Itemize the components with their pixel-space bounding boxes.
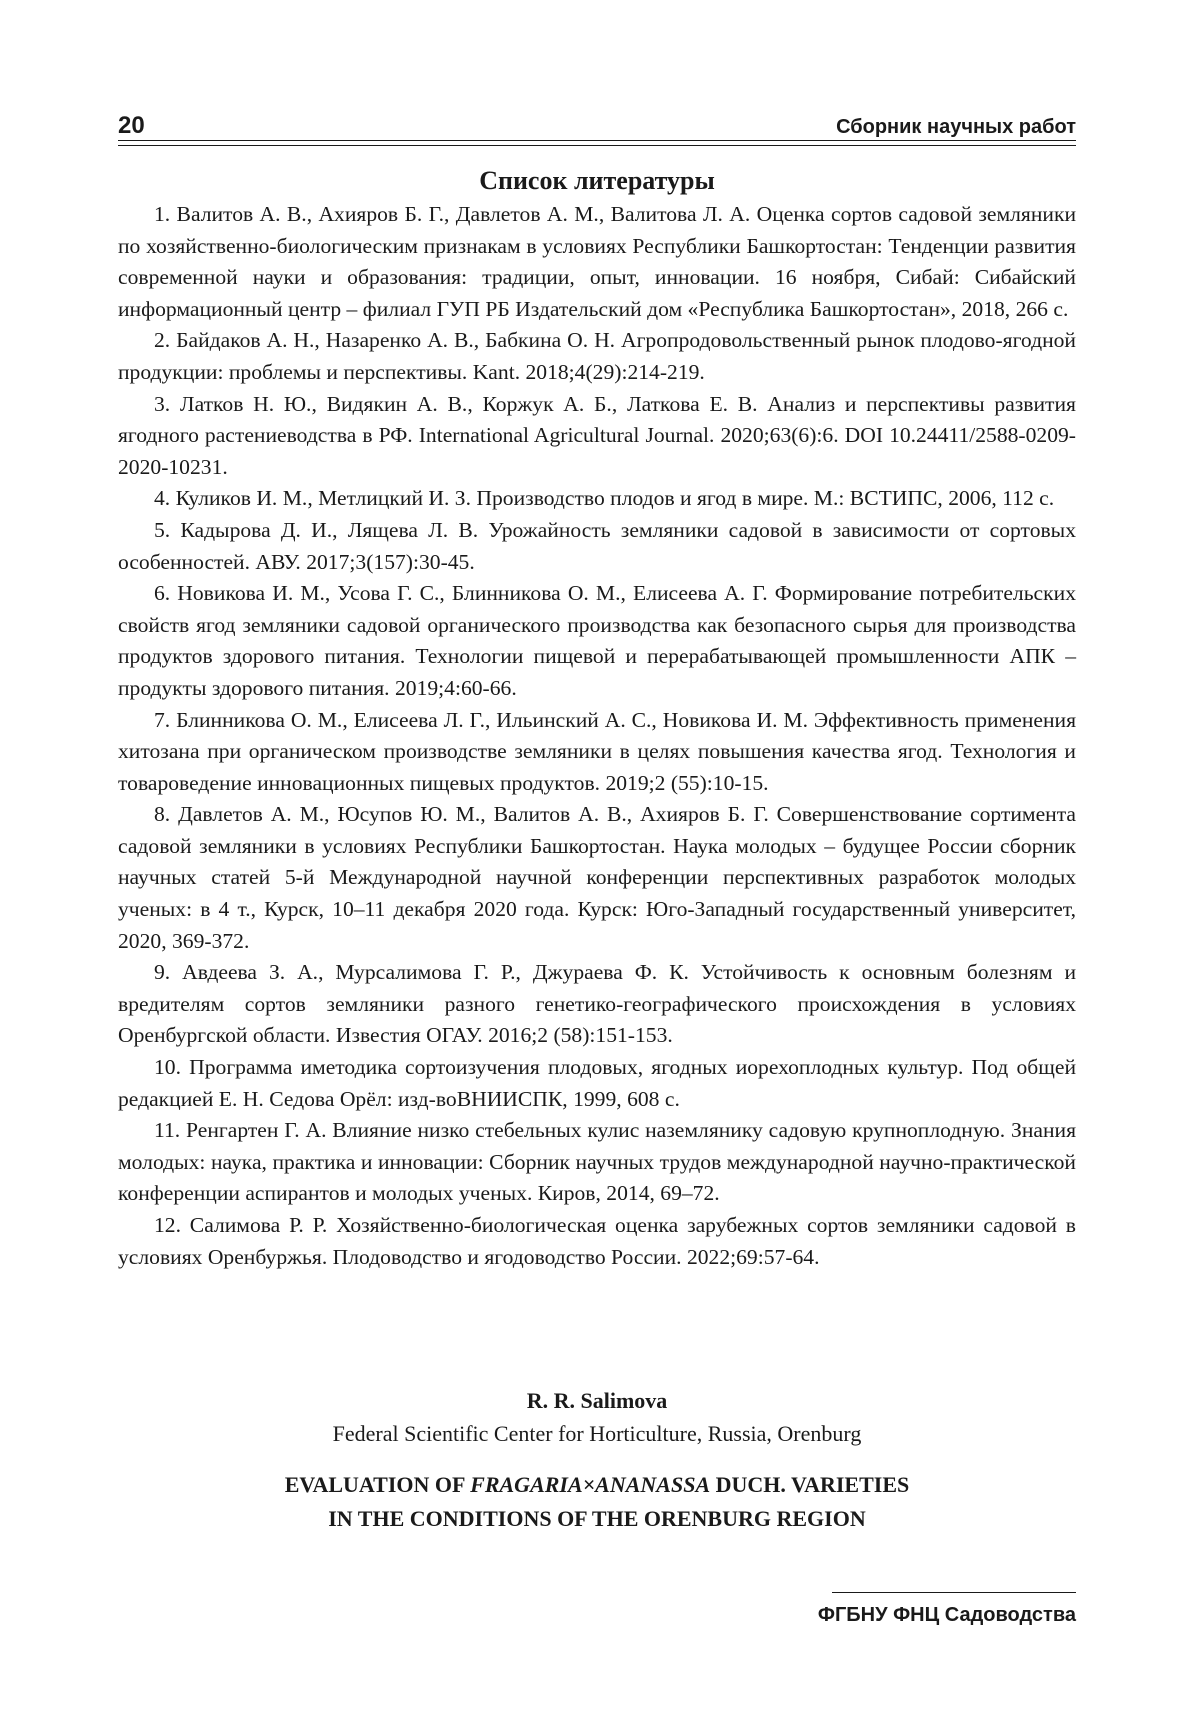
- reference-item: 1. Валитов А. В., Ахияров Б. Г., Давлетов А. М., Валитова Л. А. Оценка сортов садовой земляники по хозяйственно-биологическим признакам в условиях Республики Башкортостан: Тенденции развития современной науки и образования: традиции, опыт, инновации. 16 ноября, Сибай: Сибайский информационный центр – филиал ГУП РБ Издательский дом «Республика Башкортостан», 2018, 266 с.: [118, 202, 1076, 321]
- title-line-2: IN THE CONDITIONS OF THE ORENBURG REGION: [328, 1506, 866, 1531]
- footer-rule: [832, 1592, 1076, 1593]
- title-part-2: DUCH. VARIETIES: [710, 1472, 910, 1497]
- title-part-1: EVALUATION OF: [284, 1472, 471, 1497]
- reference-item: 5. Кадырова Д. И., Лящева Л. В. Урожайность земляники садовой в зависимости от сортовых особенностей. АВУ. 2017;3(157):30-45.: [118, 517, 1076, 574]
- reference-item: 4. Куликов И. М., Метлицкий И. З. Производство плодов и ягод в мире. М.: ВСТИПС, 2006, 112 с.: [154, 486, 1055, 511]
- reference-item: 8. Давлетов А. М., Юсупов Ю. М., Валитов А. В., Ахияров Б. Г. Совершенствование сортимента садовой земляники в условиях Республики Башкортостан. Наука молодых – будущее России сборник научных статей 5-й Международной научной конференции перспективных разработок молодых ученых: в 4 т., Курск, 10–11 декабря 2020 года. Курск: Юго-Западный государственный университет, 2020, 369-372.: [118, 802, 1076, 953]
- english-article-title: [118, 1468, 1076, 1536]
- reference-item: 10. Программа иметодика сортоизучения плодовых, ягодных иорехоплодных культур. Под общей редакцией Е. Н. Седова Орёл: изд-воВНИИСПК, 1999, 608 с.: [118, 1055, 1076, 1111]
- page-header: [118, 112, 1076, 142]
- reference-item: 6. Новикова И. М., Усова Г. С., Блинникова О. М., Елисеева А. Г. Формирование потребительских свойств ягод земляники садовой органического производства как безопасного сырья для производства продуктов здорового питания. Технологии пищевой и перерабатывающей промышленности АПК – продукты здорового питания. 2019;4:60-66.: [118, 581, 1076, 700]
- reference-list: [118, 199, 1076, 1273]
- author-block: [118, 1385, 1076, 1451]
- reference-item: 12. Салимова Р. Р. Хозяйственно-биологическая оценка зарубежных сортов земляники садовой в условиях Оренбуржья. Плодоводство и ягодоводство России. 2022;69:57-64.: [118, 1213, 1076, 1269]
- author-name: R. R. Salimova: [526, 1388, 668, 1413]
- reference-item: 9. Авдеева З. А., Мурсалимова Г. Р., Джураева Ф. К. Устойчивость к основным болезням и вредителям сортов земляники разного генетико-географического происхождения в условиях Оренбургской области. Известия ОГАУ. 2016;2 (58):151-153.: [118, 960, 1076, 1048]
- footer-publisher: ФГБНУ ФНЦ Садоводства: [817, 1604, 1076, 1626]
- reference-item: 11. Ренгартен Г. А. Влияние низко стебельных кулис наземлянику садовую крупноплодную. Знания молодых: наука, практика и инновации: Сборник научных трудов международной научно-практической конференции аспирантов и молодых ученых. Киров, 2014, 69–72.: [118, 1118, 1076, 1206]
- title-line-1: [118, 1468, 1076, 1502]
- header-rule-top: [118, 140, 1076, 141]
- references-section: [118, 163, 1076, 1273]
- title-species: FRAGARIA×ANANASSA: [470, 1472, 711, 1497]
- header-rule-bottom: [118, 145, 1076, 146]
- references-heading: Список литературы: [479, 166, 715, 195]
- page-number: 20: [118, 112, 145, 139]
- reference-item: 7. Блинникова О. М., Елисеева Л. Г., Ильинский А. С., Новикова И. М. Эффективность применения хитозана при органическом производстве земляники в целях повышения качества ягод. Технология и товароведение инновационных пищевых продуктов. 2019;2 (55):10-15.: [118, 707, 1076, 795]
- running-title: Сборник научных работ: [836, 116, 1076, 138]
- author-affiliation: Federal Scientific Center for Horticulture, Russia, Orenburg: [332, 1421, 862, 1446]
- reference-item: 3. Латков Н. Ю., Видякин А. В., Коржук А. Б., Латкова Е. В. Анализ и перспективы развития ягодного растениеводства в РФ. International Agricultural Journal. 2020;63(6):6. DOI 10.24411/2588-0209-2020-10231.: [118, 391, 1076, 479]
- reference-item: 2. Байдаков А. Н., Назаренко А. В., Бабкина О. Н. Агропродовольственный рынок плодово-ягодной продукции: проблемы и перспективы. Kant. 2018;4(29):214-219.: [118, 328, 1076, 384]
